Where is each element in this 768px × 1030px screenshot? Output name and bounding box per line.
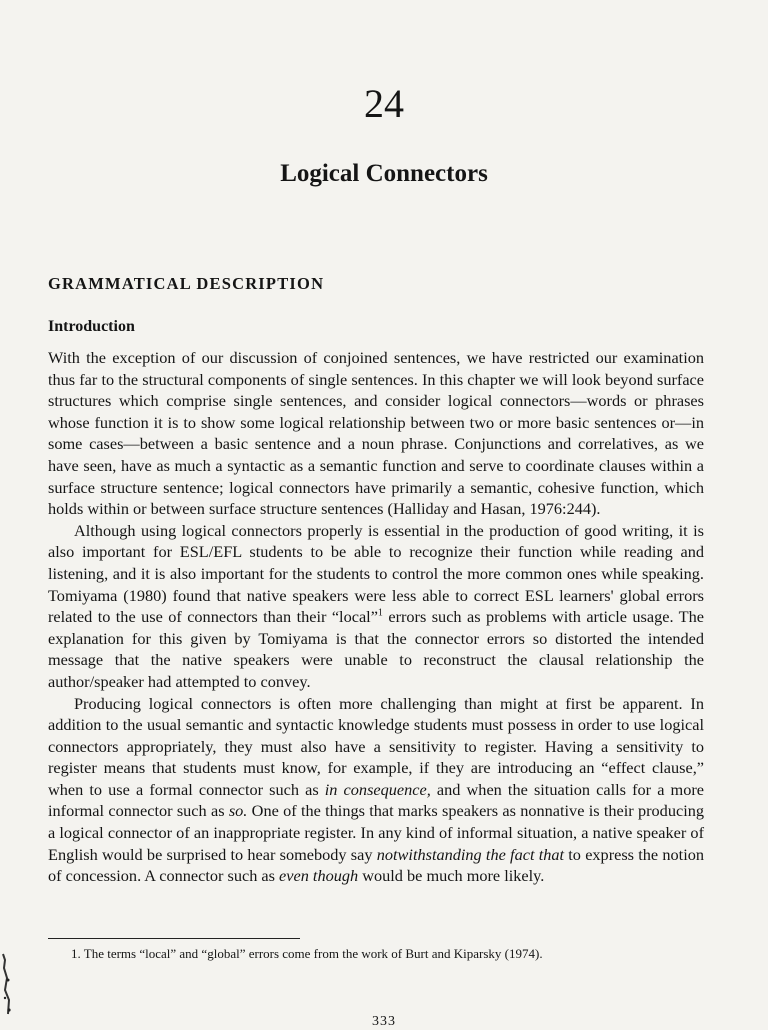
scan-edge-speckle [0, 950, 14, 1024]
paragraph-2-text-b: errors such as problems with article usage. The explanation for this given by Tomiyama is that the connector errors so distorted the intended message that the native speakers were unable to reconstruct the clausal relationship the author/speaker had attempted to convey. [48, 607, 704, 691]
paragraph-1 [48, 347, 704, 520]
paragraph-3-text-d: to express the notion of concession. A connector such as [48, 844, 704, 886]
example-notwithstanding: notwithstanding the fact that [376, 844, 565, 864]
paragraph-3-text-a: Producing logical connectors is often more challenging than might at first be apparent. In addition to the usual semantic and syntactic knowledge students must possess in order to use logical connectors appropriately, they must also have a sensitivity to register. Having a sensitivity to register means that students must know, for example, if they are introducing an “effect clause,” when to use a formal connector such as [48, 693, 704, 799]
footnote-divider [48, 938, 300, 939]
subsection-heading: Introduction [48, 318, 135, 335]
paragraph-3-text-c: One of the things that marks speakers as nonnative is their producing a logical connector of an inappropriate register. In any kind of informal situation, a native speaker of English would be surprised to hear somebody say [48, 801, 704, 864]
paragraph-2 [48, 520, 704, 693]
chapter-title: Logical Connectors [280, 160, 488, 187]
paragraph-3-text-e: would be much more likely. [358, 866, 545, 886]
paragraph-3 [48, 693, 704, 887]
body-text [48, 347, 704, 887]
example-even-though: even though [279, 866, 359, 886]
section-heading: GRAMMATICAL DESCRIPTION [48, 274, 325, 293]
example-in-consequence: in consequence, [324, 779, 431, 799]
paragraph-3-text-b: and when the situation calls for a more informal connector such as [48, 779, 704, 821]
page-number: 333 [372, 1014, 396, 1029]
paragraph-1-text: With the exception of our discussion of conjoined sentences, we have restricted our examination thus far to the structural components of single sentences. In this chapter we will look beyond surface structures which comprise single sentences, and consider logical connectors—words or phrases whose function it is to show some logical relationship between two or more basic sentences or—in some cases—between a basic sentence and a noun phrase. Conjunctions and correlatives, as we have seen, have as much a syntactic as a semantic function and serve to coordinate clauses within a surface structure sentence; logical connectors have primarily a semantic, cohesive function, which holds within or between surface structure sentences (Halliday and Hasan, 1976:244). [48, 348, 704, 519]
footnote: 1. The terms “local” and “global” errors come from the work of Burt and Kiparsky (1974). [71, 946, 543, 961]
example-so: so. [228, 801, 248, 821]
paragraph-2-text-a: Although using logical connectors properly is essential in the production of good writing, it is also important for ESL/EFL students to be able to recognize their function while reading and listening, and it is also important for the students to control the more common ones while speaking. Tomiyama (1980) found that native speakers were less able to correct ESL learners' global errors related to the use of connectors than their “local” [48, 520, 704, 627]
chapter-number: 24 [364, 81, 404, 126]
footnote-marker: 1 [377, 607, 383, 619]
